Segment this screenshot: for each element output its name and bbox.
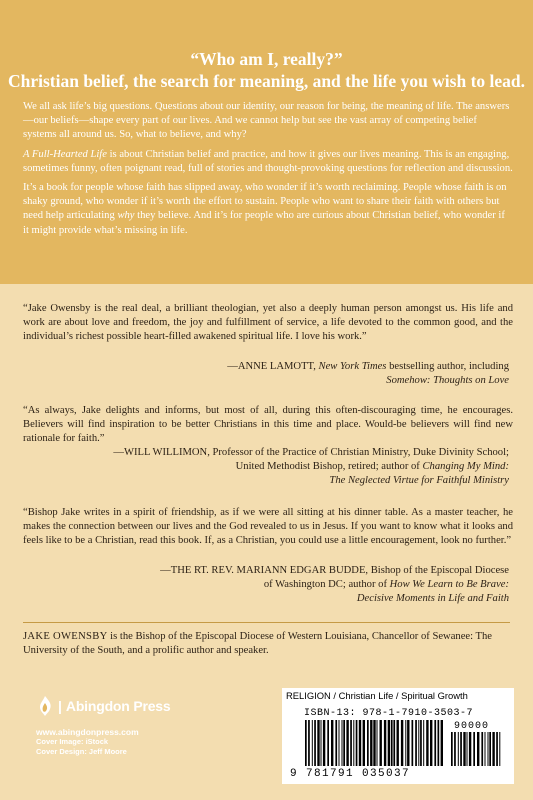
attrib-1-em: New York Times [318,361,387,372]
barcode-bar [467,732,468,766]
attrib-3-line-2: of Washington DC; author of [263,579,390,591]
abingdon-flame-icon [36,695,54,717]
publisher-block [36,695,236,757]
barcode-bar [363,720,365,766]
headline-question: “Who am I, really?” [190,49,343,69]
endorsement-quote-1: “Jake Owensby is the real deal, a brilliant theologian, yet also a deeply human person amongst us. His life and work are about love and freedom, the joy and fulfillment of service, a life devoted to the common good, and the individual’s richest possible heart-filled awakened spiritual life. I love his work.” [23,303,513,343]
isbn-label: ISBN-13: 978-1-7910-3503-7 [304,708,474,719]
barcode-bar [359,720,361,766]
barcode-bar [346,720,348,766]
attrib-3-line-1: —THE RT. REV. MARIANN EDGAR BUDDE, Bishop of the Episcopal Diocese [160,565,509,576]
endorsement-attribution-1 [227,360,509,388]
barcode-bar [473,732,475,766]
intro-panel [0,0,533,284]
barcode-bar [489,732,491,766]
barcode-bar [454,732,456,766]
endorsement-attribution-3 [160,564,509,607]
author-bio-text: is the Bishop of the Episcopal Diocese of Western Louisiana, Chancellor of Sewanee: The University of the South, and a prolific author and speaker. [23,631,492,657]
barcode-bar [418,720,419,766]
barcode-bar [401,720,403,766]
barcode-bar [327,720,329,766]
ean-barcode [304,720,444,766]
barcode-bar [420,720,422,766]
intro-text [23,100,513,243]
barcode-bar [317,720,319,766]
barcode-bar [323,720,325,766]
barcode-bar [430,720,432,766]
barcode-bar [463,732,465,766]
barcode-bar [412,720,414,766]
attrib-1-rest: bestselling author, including [386,361,509,372]
barcode-bar [492,732,494,766]
headline-tagline: Christian belief, the search for meaning, and the life you wish to lead. [7,71,526,91]
publisher-separator: | [58,698,62,714]
intro-paragraph-3-a: It’s a book for people whose faith has slipped away, who wonder if it’s worth reclaiming. People whose faith is on shaky ground, who wonder if it’s worth the effort to sustain. People who want to share their faith with others but need help articulating [23,182,507,222]
price-addon-digits: 90000 [454,721,490,732]
barcode-bar [335,720,337,766]
barcode-bar [460,732,462,766]
barcode-bar [343,720,345,766]
endorsement-quote-3: “Bishop Jake writes in a spirit of friendship, as if we were all sitting at his dinner table. As a master teacher, he makes the connection between our lives and the God revealed to us in Jesus. If you want to know what it looks and feels like to be a Christian, read this book. If, as a Christian, you could use a little encouragement, look no further.” [23,507,513,547]
barcode-bar [370,720,372,766]
book-title: A Full-Hearted Life [23,148,107,160]
publisher-logo [36,695,236,717]
intro-paragraph-2-text: is about Christian belief and practice, and how it gives our lives meaning. This is an engaging, sometimes funny, often poignant read, full of stories and thought-provoking questions for reflection and discussion. [23,148,513,174]
attrib-2-line-2: United Methodist Bishop, retired; author of [235,461,423,473]
headline [0,48,533,92]
barcode-bar [397,720,399,766]
barcode-bar [331,720,333,766]
intro-paragraph-3-em: why [117,210,135,222]
barcode-bar [308,720,310,766]
barcode-bar [384,720,386,766]
barcode-bar [481,732,483,766]
endorsement-quote-2: “As always, Jake delights and informs, but most of all, during this often-discouraging time, he encourages. Believers will find inspiration to be better Christians in this time and place. Would-be believers will find new rationale for faith.” [23,405,513,445]
barcode-bar [441,720,443,766]
barcode-bar [380,720,382,766]
attrib-1-name: —ANNE LAMOTT, [227,361,319,372]
barcode-bar [367,720,369,766]
intro-paragraph-3 [23,181,513,238]
attrib-3-book-b: Decisive Moments in Life and Faith [356,593,509,605]
barcode-bar [434,720,436,766]
cover-image-credit: Cover Image: iStock [36,737,109,746]
publisher-name: Abingdon Press [65,698,171,714]
barcode-bar [339,720,340,766]
attrib-2-line-1: —WILL WILLIMON, Professor of the Practice of Christian Ministry, Duke Divinity School; [113,447,509,458]
barcode-bar [477,732,479,766]
barcode-bar [312,720,313,766]
bisac-category: RELIGION / Christian Life / Spiritual Growth [286,690,468,701]
attrib-3-book-a: How We Learn to Be Brave: [389,579,509,591]
barcode-bar [350,720,352,766]
barcode-bar [488,732,489,766]
barcode-bar [391,720,393,766]
barcode-box [282,688,514,784]
cover-design-credit: Cover Design: Jeff Moore [36,747,127,756]
barcode-bar [451,732,453,766]
barcode-bar [423,720,424,766]
endorsement-attribution-2 [113,446,509,489]
barcode-bar [377,720,378,766]
author-name: JAKE OWENSBY [23,631,108,642]
barcode-bar [469,732,471,766]
attrib-1-book: Somehow: Thoughts on Love [386,375,509,387]
barcode-bar [415,720,417,766]
ean-digits: 9 781791 035037 [290,768,411,780]
barcode-bar [393,720,395,766]
barcode-bar [407,720,409,766]
barcode-bar [356,720,358,766]
barcode-bar [373,720,375,766]
intro-paragraph-3-b: they believe. And it’s for people who are curious about Christian belief, who wonder if it might provide what’s missing in life. [23,210,505,236]
barcode-bar [499,732,500,766]
barcode-bar [426,720,428,766]
publisher-url[interactable]: www.abingdonpress.com [36,727,139,737]
barcode-bar [438,720,440,766]
author-bio [23,630,513,658]
price-addon-barcode [450,732,502,766]
barcode-bar [458,732,459,766]
divider [23,622,510,623]
barcode-bar [496,732,498,766]
barcode-bar [321,720,322,766]
attrib-2-book-a: Changing My Mind: [422,461,509,473]
intro-paragraph-2 [23,148,513,176]
attrib-2-book-b: The Neglected Virtue for Faithful Ministry [329,475,509,487]
barcode-bar [405,720,406,766]
barcode-bar [353,720,354,766]
intro-paragraph-1: We all ask life’s big questions. Questions about our identity, our reason for being, the meaning of life. The answers—our beliefs—shape every part of our lives. And we cannot help but see the vast array of competing belief systems all around us. So, what to believe, and why? [23,101,510,141]
barcode-bar [388,720,390,766]
barcode-bar [305,720,307,766]
barcode-bar [342,720,343,766]
barcode-bar [314,720,316,766]
barcode-bar [485,732,486,766]
